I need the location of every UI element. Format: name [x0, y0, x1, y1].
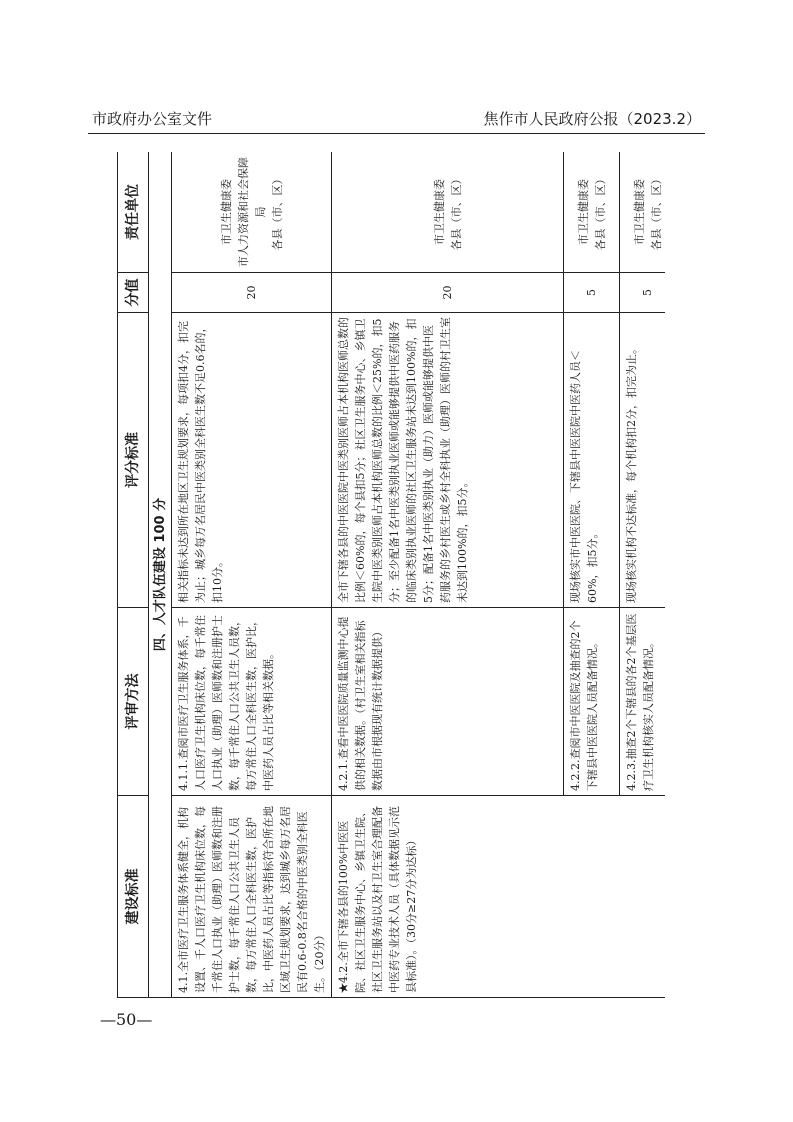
header-left-title: 市政府办公室文件	[92, 110, 213, 128]
row3-scoring: 现场核实市中医医院、下辖县中医医院中医药人员＜60%，扣5分。	[564, 313, 620, 608]
row2-units: 市卫生健康委 各县（市、区）	[332, 152, 564, 273]
col-header-units: 责任单位	[118, 152, 149, 273]
col-header-scoring: 评分标准	[118, 313, 149, 608]
row2-method: 4.2.1.查看中医医院质量监测中心提供的相关数据。（村卫生室相关指标数据由市根据现有统计数据提供）	[332, 608, 564, 796]
col-header-method: 评审方法	[118, 608, 149, 796]
section-title: 四、人才队伍建设 100 分	[149, 152, 172, 998]
rotated-table-container	[117, 152, 665, 998]
row2-standard-text: 4.2.全市下辖各县的100%中医医院、社区卫生服务中心、乡镇卫生院、社区卫生服务站以及村卫生室合理配备中医药专业技术人员（具体数据见示范县标准）。（30分≥27分为达标）	[337, 806, 418, 993]
row2-scoring: 全市下辖各县的中医医院中医类别医师占本机构医师总数的比例＜60%的，每个县扣5分；社区卫生服务中心、乡镇卫生院中医类别医师占本机构医师总数的比例＜25%的，扣5分；至少配备1名中医类别执业医师或能够提供中医药服务的临床类别执业医师的社区卫生服务站未达到100%的，扣5分；配备1名中医类别执业（助力）医师或能够提供中医药服务的乡村医生或乡村全科执业（助理）医师的村卫生室未达到100%的，扣5分。	[332, 313, 564, 608]
table-row	[332, 152, 564, 998]
table-header-row	[118, 152, 149, 998]
rotated-table-frame	[117, 152, 665, 998]
header-right-title: 焦作市人民政府公报（2023.2）	[483, 110, 701, 128]
header-divider	[88, 133, 705, 134]
row3-score: 5	[564, 273, 620, 313]
row4-units: 市卫生健康委 各县（市、区）	[620, 152, 666, 273]
row1-units: 市卫生健康委 市人力资源和社会保障局 各县（市、区）	[172, 152, 332, 273]
col-header-score: 分值	[118, 273, 149, 313]
row4-method: 4.2.3.抽查2个下辖县的各2个基层医疗卫生机构核实人员配备情况。	[620, 608, 666, 796]
row3-units: 市卫生健康委 各县（市、区）	[564, 152, 620, 273]
row4-scoring: 现场核实机构不达标准，每个机构扣2分，扣完为止。	[620, 313, 666, 608]
star-icon: ★	[337, 983, 350, 993]
page-number: —50—	[100, 1010, 153, 1029]
row4-score: 5	[620, 273, 666, 313]
evaluation-table	[117, 152, 665, 998]
row1-method: 4.1.1.查阅市医疗卫生服务体系，千人口医疗卫生机构床位数，每千常住人口执业（助理）医师数和注册护士数，每千常住人口公共卫生人员数，每万常住人口全科医生数，医护比，中医药人员占比等相关数据。	[172, 608, 332, 796]
row1-scoring: 相关指标未达到所在地区卫生规划要求，每项扣4分，扣完为止；城乡每万名居民中医类别全科医生数不足0.6名的，扣10分。	[172, 313, 332, 608]
table-row	[172, 152, 332, 998]
col-header-standard: 建设标准	[118, 796, 149, 998]
row1-score: 20	[172, 273, 332, 313]
row3-method: 4.2.2.查阅市中医医院及抽查的2个下辖县中医医院人员配备情况。	[564, 608, 620, 796]
row1-standard: 4.1.全市医疗卫生服务体系健全，机构设置、千人口医疗卫生机构床位数，每千常住人口执业（助理）医师数和注册护士数，每千常住人口公共卫生人员数，每万常住人口全科医生数，医护比，中医药人员占比等指标符合所在地区域卫生规划要求，达到城乡每万名居民有0.6-0.8名合格的中医类别全科医生。（20分）	[172, 796, 332, 998]
row2-score: 20	[332, 273, 564, 313]
section-row	[149, 152, 172, 998]
row2-standard	[332, 796, 666, 998]
